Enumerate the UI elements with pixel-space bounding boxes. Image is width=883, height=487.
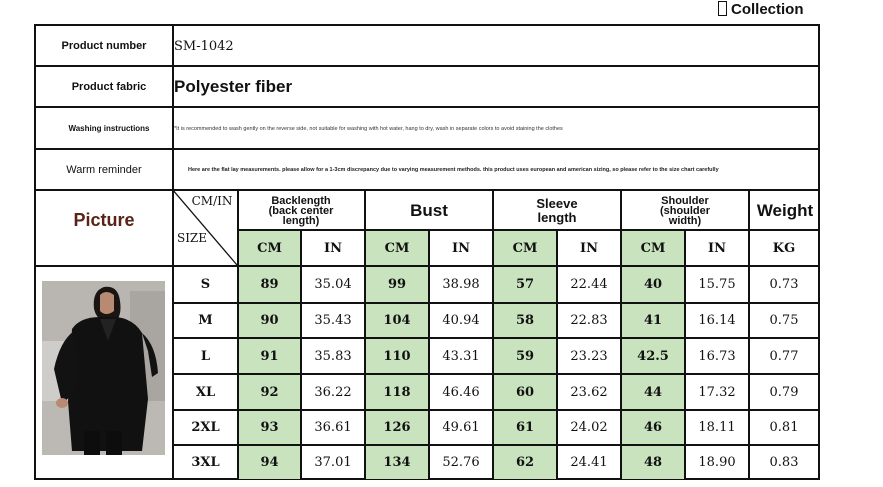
warm-reminder-text: Here are the flat lay measurements. please allow for a 1-3cm discrepancy due to varying measurement methods. this product uses european and american sizing, so please refer to the size chart carefully (188, 166, 719, 173)
weight-kg-cell: 0.73 (769, 277, 799, 292)
weight-kg-cell: 0.83 (769, 455, 799, 470)
backlength-cm-cell: 93 (239, 411, 300, 444)
backlength-cm-cell: 91 (239, 339, 300, 373)
shoulder-in-cell: 17.32 (698, 384, 736, 400)
sleeve-cm-cell: 59 (494, 339, 556, 373)
bust-header: Bust (410, 200, 448, 220)
bust-cm-cell: 104 (366, 304, 428, 337)
bust-cm-cell: 126 (366, 411, 428, 444)
bust-cm-cell: 99 (366, 267, 428, 302)
backlength-in-cell: 37.01 (314, 455, 352, 470)
backlength-in-cell: 35.04 (314, 277, 352, 292)
size-label: XL (195, 384, 216, 400)
bust-cm-cell: 134 (366, 446, 428, 479)
shoulder-cm-cell: 48 (622, 446, 684, 479)
shoulder-cm-cell: 46 (622, 411, 684, 444)
backlength-in-cell: 36.61 (314, 420, 352, 435)
backlength-header: Backlength (back center length) (268, 194, 334, 227)
backlength-in-cell: 35.43 (314, 313, 352, 328)
unit-in: IN (580, 240, 598, 256)
bust-in-cell: 43.31 (442, 348, 480, 364)
backlength-in-cell: 36.22 (314, 384, 352, 400)
bust-in-cell: 40.94 (442, 313, 480, 328)
collection-icon (718, 1, 727, 16)
product-number-label: Product number (61, 40, 147, 52)
shoulder-in-cell: 16.73 (698, 348, 736, 364)
weight-kg-cell: 0.79 (769, 384, 799, 400)
backlength-in-cell: 35.83 (314, 348, 352, 364)
sleeve-in-cell: 23.23 (570, 348, 608, 364)
backlength-cm-cell: 92 (239, 375, 300, 409)
weight-kg-cell: 0.81 (769, 420, 799, 435)
weight-header: Weight (756, 200, 814, 220)
sleeve-cm-cell: 58 (494, 304, 556, 337)
backlength-cm-cell: 89 (239, 267, 300, 302)
warm-reminder-label: Warm reminder (66, 163, 142, 176)
bust-in-cell: 46.46 (442, 384, 480, 400)
size-label: 2XL (191, 420, 220, 435)
sleeve-length-header: Sleeve length (536, 195, 578, 225)
collection-label: Collection (731, 1, 804, 18)
bust-cm-cell: 110 (366, 339, 428, 373)
unit-in: IN (452, 240, 470, 256)
size-label: 3XL (191, 455, 220, 470)
bust-in-cell: 38.98 (442, 277, 480, 292)
bust-in-cell: 52.76 (442, 455, 480, 470)
product-photo (42, 281, 165, 455)
washing-instructions-label: Washing instructions (68, 124, 150, 133)
sleeve-in-cell: 22.44 (570, 277, 608, 292)
sleeve-cm-cell: 61 (494, 411, 556, 444)
unit-kg: KG (772, 240, 796, 256)
washing-instructions-text: *It is recommended to wash gently on the reverse side, not suitable for washing with hot water, hang to dry, wash in separate colors to avoid staining the clothes (174, 125, 563, 132)
collection-button[interactable] (718, 0, 823, 20)
shoulder-cm-cell: 41 (622, 304, 684, 337)
product-number-value: SM-1042 (174, 38, 234, 54)
shoulder-in-cell: 15.75 (698, 277, 736, 292)
product-fabric-label: Product fabric (71, 81, 147, 93)
unit-in: IN (324, 240, 342, 256)
shoulder-in-cell: 16.14 (698, 313, 736, 328)
picture-label: Picture (73, 209, 135, 230)
product-fabric-value: Polyester fiber (174, 77, 293, 96)
unit-cm: CM (366, 231, 428, 265)
shoulder-cm-cell: 44 (622, 375, 684, 409)
unit-cm: CM (494, 231, 556, 265)
shoulder-in-cell: 18.90 (698, 455, 736, 470)
sleeve-cm-cell: 60 (494, 375, 556, 409)
shoulder-in-cell: 18.11 (698, 420, 736, 435)
shoulder-cm-cell: 42.5 (622, 339, 684, 373)
sleeve-in-cell: 23.62 (570, 384, 608, 400)
bust-in-cell: 49.61 (442, 420, 480, 435)
unit-cm: CM (239, 231, 300, 265)
size-label: L (200, 348, 211, 364)
corner-cm-in: CM/IN (191, 194, 233, 208)
unit-cm: CM (622, 231, 684, 265)
corner-size: SIZE (176, 231, 208, 245)
unit-in: IN (708, 240, 726, 256)
sleeve-in-cell: 24.41 (570, 455, 608, 470)
weight-kg-cell: 0.77 (769, 348, 799, 364)
sleeve-in-cell: 22.83 (570, 313, 608, 328)
weight-kg-cell: 0.75 (769, 313, 799, 328)
sleeve-cm-cell: 57 (494, 267, 556, 302)
shoulder-header: Shoulder (shoulder width) (659, 194, 711, 227)
bust-cm-cell: 118 (366, 375, 428, 409)
sleeve-cm-cell: 62 (494, 446, 556, 479)
backlength-cm-cell: 90 (239, 304, 300, 337)
sleeve-in-cell: 24.02 (570, 420, 608, 435)
backlength-cm-cell: 94 (239, 446, 300, 479)
shoulder-cm-cell: 40 (622, 267, 684, 302)
coat-model-image (42, 281, 165, 455)
size-label: S (200, 277, 211, 292)
size-label: M (198, 313, 213, 328)
